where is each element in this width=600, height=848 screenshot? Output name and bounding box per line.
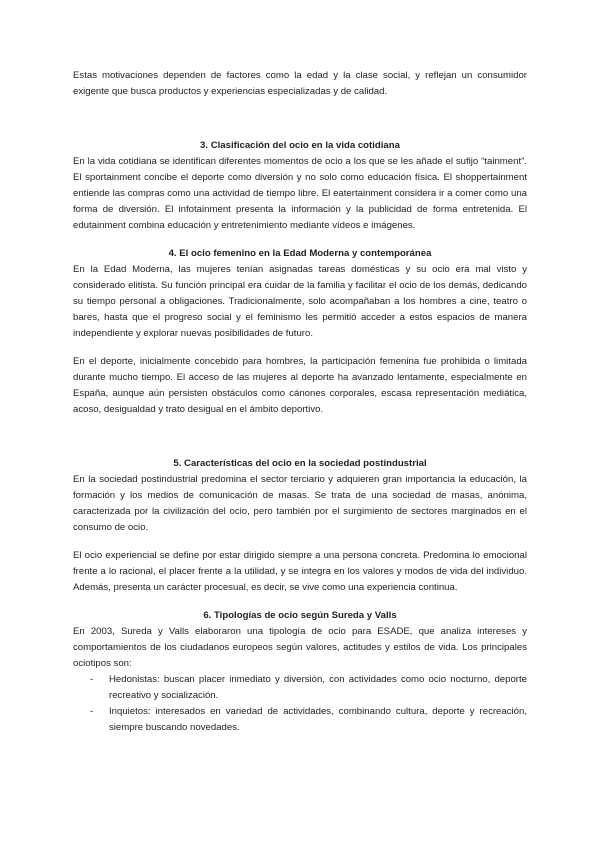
section-6-heading: 6. Tipologías de ocio según Sureda y Valls	[203, 610, 397, 621]
list-item	[73, 704, 527, 736]
list-item	[73, 672, 527, 704]
dash-bullet: -	[90, 706, 94, 717]
section-6-paragraph: En 2003, Sureda y Valls elaboraron una tipología de ocio para ESADE, que analiza intereses y comportamientos de los ciudadanos europeos según valores, actitudes y estilos de vida. Los principales ociotipos son:	[73, 626, 527, 669]
section-3-paragraph: En la vida cotidiana se identifican diferentes momentos de ocio a los que se les añade el sufijo “tainment”. El sportainment concibe el deporte como diversión y no solo como educación física. El shoppertainment entiende las compras como una actividad de tiempo libre. El eatertainment considera ir a comer como una forma de diversión. El infotainment presenta la información y la publicidad de forma entretenida. El edutainment combina educación y entretenimiento mediante vídeos e imágenes.	[73, 156, 527, 231]
section-4-paragraph-1: En la Edad Moderna, las mujeres tenían asignadas tareas domésticas y su ocio era mal visto y considerado elitista. Su función principal era cuidar de la familia y facilitar el ocio de los demás, dedicando su tiempo personal a obligaciones. Tradicionalmente, solo acompañaban a los hombres a cine, teatro o bares, hasta que el progreso social y el feminismo les permitió acceder a estos espacios de manera independiente y explorar nuevas posibilidades de futuro.	[73, 264, 527, 339]
section-4-paragraph-2: En el deporte, inicialmente concebido para hombres, la participación femenina fue prohibida o limitada durante mucho tiempo. El acceso de las mujeres al deporte ha avanzado lentamente, especialmente en España, aunque aún persisten obstáculos como cánones corporales, escasa representación mediática, acoso, desigualdad y trato desigual en el ámbito deportivo.	[73, 356, 527, 415]
list-item-text: Hedonistas: buscan placer inmediato y diversión, con actividades como ocio nocturno, deporte recreativo y socialización.	[109, 674, 527, 701]
dash-bullet: -	[90, 674, 94, 685]
section-5-paragraph-2: El ocio experiencial se define por estar dirigido siempre a una persona concreta. Predomina lo emocional frente a lo racional, el placer frente a la utilidad, y se integra en los valores y modos de vida del individuo. Además, presenta un carácter procesual, es decir, se vive como una experiencia continua.	[73, 550, 527, 593]
ociotipos-list	[73, 672, 527, 736]
section-5-paragraph-1: En la sociedad postindustrial predomina el sector terciario y adquieren gran importancia la educación, la formación y los medios de comunicación de masas. Se trata de una sociedad de masas, anónima, caracterizada por la civilización del ocio, pero también por el surgimiento de sectores marginados en el consumo de ocio.	[73, 474, 527, 533]
intro-paragraph: Estas motivaciones dependen de factores como la edad y la clase social, y reflejan un consumidor exigente que busca productos y experiencias especializadas y de calidad.	[73, 70, 527, 97]
section-4-heading: 4. El ocio femenino en la Edad Moderna y contemporánea	[168, 248, 432, 259]
section-5-heading: 5. Características del ocio en la sociedad postindustrial	[173, 458, 427, 469]
list-item-text: Inquietos: interesados en variedad de actividades, combinando cultura, deporte y recreación, siempre buscando novedades.	[109, 706, 527, 733]
section-3-heading: 3. Clasificación del ocio en la vida cotidiana	[200, 140, 400, 151]
